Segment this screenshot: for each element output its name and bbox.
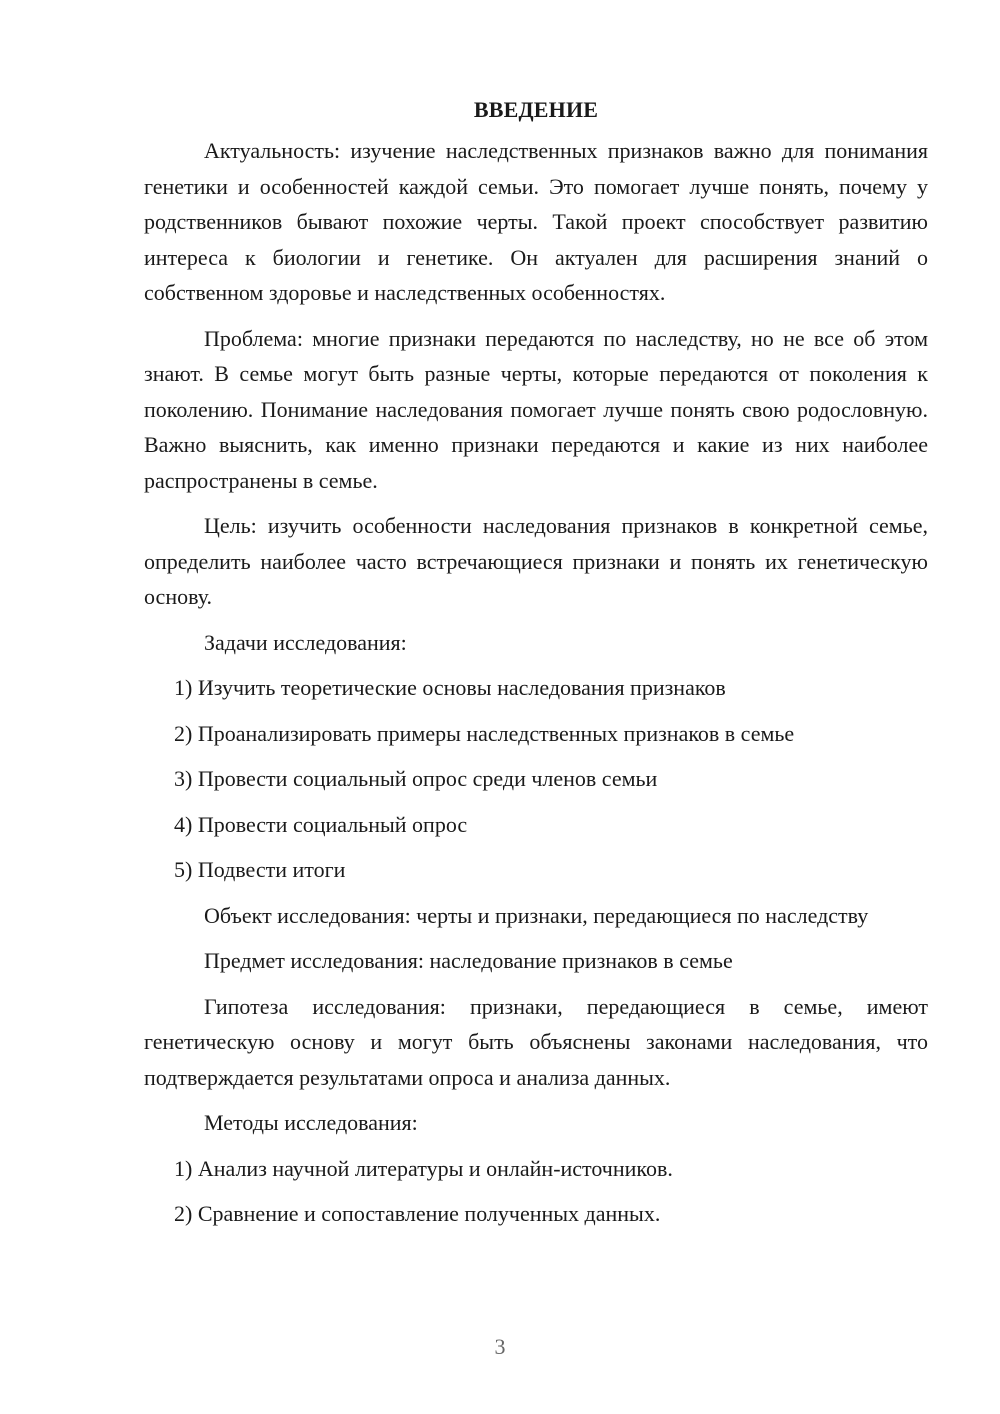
goal-paragraph: Цель: изучить особенности наследования признаков в конкретной семье, определить наиболее часто встречающиеся признаки и понять их генетическую основу. (144, 513, 928, 609)
task-item: 4) Провести социальный опрос (174, 811, 468, 837)
object-paragraph: Объект исследования: черты и признаки, передающиеся по наследству (204, 902, 869, 928)
task-item: 3) Провести социальный опрос среди членов семьи (174, 766, 658, 791)
relevance-paragraph: Актуальность: изучение наследственных признаков важно для понимания генетики и особенностей каждой семьи. Это помогает лучше понять, почему у родственников бывают похожие черты. Такой проект способствует развитию интереса к биологии и генетике. Он актуален для расширения знаний о собственном здоровье и наследственных особенностях. (144, 138, 928, 305)
page-title: ВВЕДЕНИЕ (473, 97, 599, 122)
document-page (144, 92, 928, 1242)
tasks-heading: Задачи исследования: (204, 629, 407, 655)
method-item: 2) Сравнение и сопоставление полученных данных. (174, 1201, 661, 1226)
problem-paragraph: Проблема: многие признаки передаются по наследству, но не все об этом знают. В семье могут быть разные черты, которые передаются от поколения к поколению. Понимание наследования помогает лучше понять свою родословную. Важно выяснить, как именно признаки передаются и какие из них наиболее распространены в семье. (144, 325, 928, 493)
hypothesis-paragraph: Гипотеза исследования: признаки, передающиеся в семье, имеют генетическую основу и могут быть объяснены законами наследования, что подтверждается результатами опроса и анализа данных. (144, 993, 928, 1090)
method-item: 1) Анализ научной литературы и онлайн-источников. (174, 1155, 673, 1181)
methods-heading: Методы исследования: (204, 1110, 418, 1135)
task-item: 1) Изучить теоретические основы наследования признаков (174, 675, 726, 700)
page-number: 3 (494, 1334, 506, 1359)
subject-paragraph: Предмет исследования: наследование признаков в семье (204, 948, 733, 973)
task-item: 2) Проанализировать примеры наследственных признаков в семье (174, 720, 795, 746)
task-item: 5) Подвести итоги (174, 857, 346, 882)
